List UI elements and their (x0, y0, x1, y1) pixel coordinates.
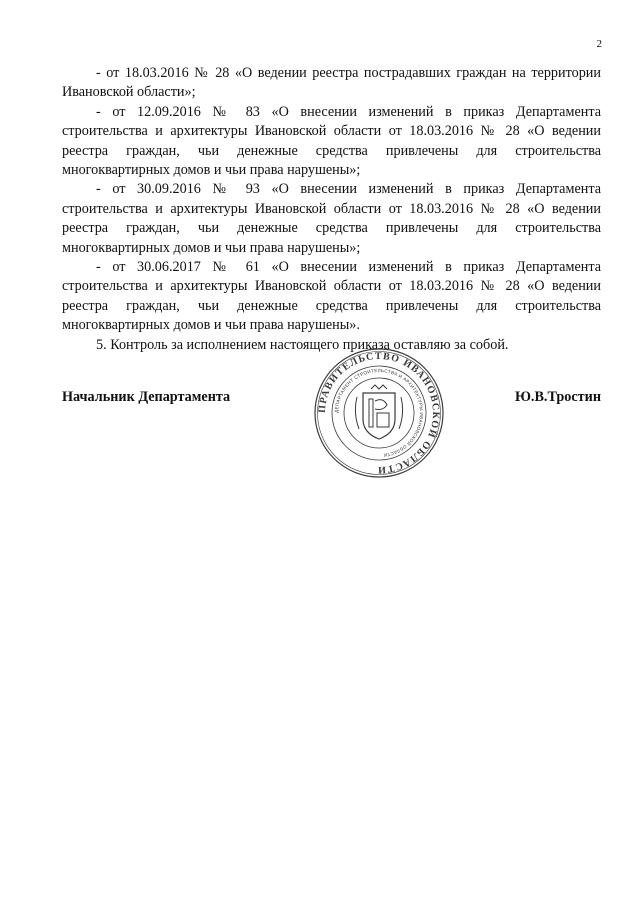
page-number: 2 (596, 38, 602, 50)
list-item: - от 12.09.2016 № 83 «О внесении изменений в приказ Департамента строительства и архитектуры Ивановской области от 18.03.2016 № 28 «О ведении реестра граждан, чьи денежные средства привлечены для строительства многоквартирных домов и чьи права нарушены»; (62, 103, 601, 179)
signatory-position: Начальник Департамента (62, 389, 231, 405)
clause-5: 5. Контроль за исполнением настоящего приказа оставляю за собой. (96, 336, 509, 353)
signatory-name: Ю.В.Тростин (514, 389, 601, 405)
list-item: - от 18.03.2016 № 28 «О ведении реестра пострадавших граждан на территории Ивановской области»; (62, 65, 601, 101)
list-item: - от 30.06.2017 № 61 «О внесении изменений в приказ Департамента строительства и архитектуры Ивановской области от 18.03.2016 № 28 «О ведении реестра граждан, чьи денежные средства привлечены для строительства многоквартирных домов и чьи права нарушены». (62, 259, 601, 334)
official-seal-icon (313, 347, 445, 479)
seal-outer-text: ПРАВИТЕЛЬСТВО ИВАНОВСКОЙ ОБЛАСТИ (316, 350, 442, 476)
seal-inner-text: ДЕПАРТАМЕНТ СТРОИТЕЛЬСТВА И АРХИТЕКТУРЫ ИВАНОВСКОЙ ОБЛАСТИ (333, 367, 425, 458)
list-item: - от 30.09.2016 № 93 «О внесении изменений в приказ Департамента строительства и архитектуры Ивановской области от 18.03.2016 № 28 «О ведении реестра граждан, чьи денежные средства привлечены для строительства многоквартирных домов и чьи права нарушены»; (62, 181, 601, 256)
document-body (62, 64, 601, 355)
